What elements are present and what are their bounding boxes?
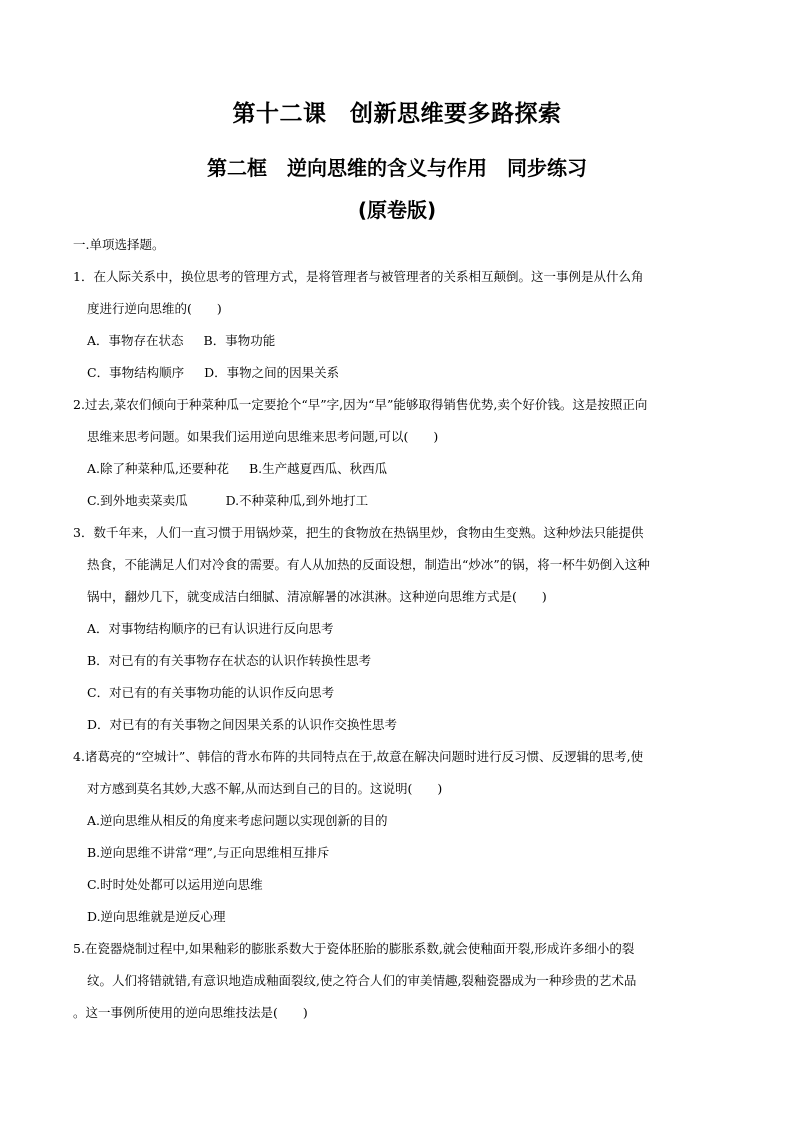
question-1-line-2: 度进行逆向思维的( ) [87, 301, 222, 316]
question-3-option-c[interactable]: C．对已有的有关事物功能的认识作反向思考 [87, 685, 335, 700]
lesson-subtitle: 第二框 逆向思维的含义与作用 同步练习 [207, 156, 587, 180]
question-3-line-2: 热食，不能满足人们对冷食的需要。有人从加热的反面设想，制造出“炒冰”的锅，将一杯牛奶倒入这种 [87, 557, 650, 572]
question-2-line-1: 2.过去,菜农们倾向于种菜种瓜一定要抢个“早”字,因为“早”能够取得销售优势,卖个好价钱。这是按照正向 [73, 397, 648, 412]
question-1-line-1: 1．在人际关系中，换位思考的管理方式，是将管理者与被管理者的关系相互颠倒。这一事例是从什么角 [73, 269, 644, 284]
question-3-line-3: 锅中，翻炒几下，就变成洁白细腻、清凉解暑的冰淇淋。这种逆向思维方式是( ) [87, 589, 547, 604]
question-3-line-1: 3．数千年来，人们一直习惯于用锅炒菜，把生的食物放在热锅里炒，食物由生变熟。这种炒法只能提供 [73, 525, 644, 540]
question-1-options-row-1 [87, 333, 275, 349]
question-3-option-d[interactable]: D．对已有的有关事物之间因果关系的认识作交换性思考 [87, 717, 398, 732]
question-4-option-b[interactable]: B.逆向思维不讲常“理”,与正向思维相互排斥 [87, 845, 330, 860]
question-2-option-c[interactable]: C.到外地卖菜卖瓜 [87, 493, 188, 508]
question-1-option-a[interactable]: A．事物存在状态 [87, 333, 184, 348]
question-2-options-row-2 [87, 493, 368, 509]
question-1-option-c[interactable]: C．事物结构顺序 [87, 365, 185, 380]
question-1-options-row-2 [87, 365, 339, 381]
version-label: (原卷版) [357, 198, 437, 222]
section-heading: 一.单项选择题。 [73, 237, 165, 252]
question-4-line-2: 对方感到莫名其妙,大惑不解,从而达到自己的目的。这说明( ) [87, 781, 443, 796]
question-4-option-d[interactable]: D.逆向思维就是逆反心理 [87, 909, 226, 924]
question-4-option-a[interactable]: A.逆向思维从相反的角度来考虑问题以实现创新的目的 [87, 813, 388, 828]
question-2-option-b[interactable]: B.生产越夏西瓜、秋西瓜 [248, 461, 388, 476]
question-2-option-a[interactable]: A.除了种菜种瓜,还要种花 [87, 461, 229, 476]
question-1-option-d[interactable]: D．事物之间的因果关系 [204, 365, 340, 380]
question-5-line-3: 。这一事例所使用的逆向思维技法是( ) [73, 1005, 308, 1020]
question-4-option-c[interactable]: C.时时处处都可以运用逆向思维 [87, 877, 263, 892]
question-3-option-a[interactable]: A．对事物结构顺序的已有认识进行反向思考 [87, 621, 334, 636]
question-4-line-1: 4.诸葛亮的“空城计”、韩信的背水布阵的共同特点在于,故意在解决问题时进行反习惯、反逻辑的思考,使 [73, 749, 644, 764]
lesson-title: 第十二课 创新思维要多路探索 [232, 101, 562, 127]
question-5-line-2: 纹。人们将错就错,有意识地造成釉面裂纹,使之符合人们的审美情趣,裂釉瓷器成为一种珍贵的艺术品 [87, 973, 637, 988]
question-3-option-b[interactable]: B．对已有的有关事物存在状态的认识作转换性思考 [87, 653, 372, 668]
question-2-options-row-1 [87, 461, 387, 477]
question-5-line-1: 5.在瓷器烧制过程中,如果釉彩的膨胀系数大于瓷体胚胎的膨胀系数,就会使釉面开裂,形成许多细小的裂 [73, 941, 635, 956]
question-1-option-b[interactable]: B．事物功能 [203, 333, 276, 348]
question-2-line-2: 思维来思考问题。如果我们运用逆向思维来思考问题,可以( ) [87, 429, 439, 444]
question-2-option-d[interactable]: D.不种菜种瓜,到外地打工 [225, 493, 369, 508]
